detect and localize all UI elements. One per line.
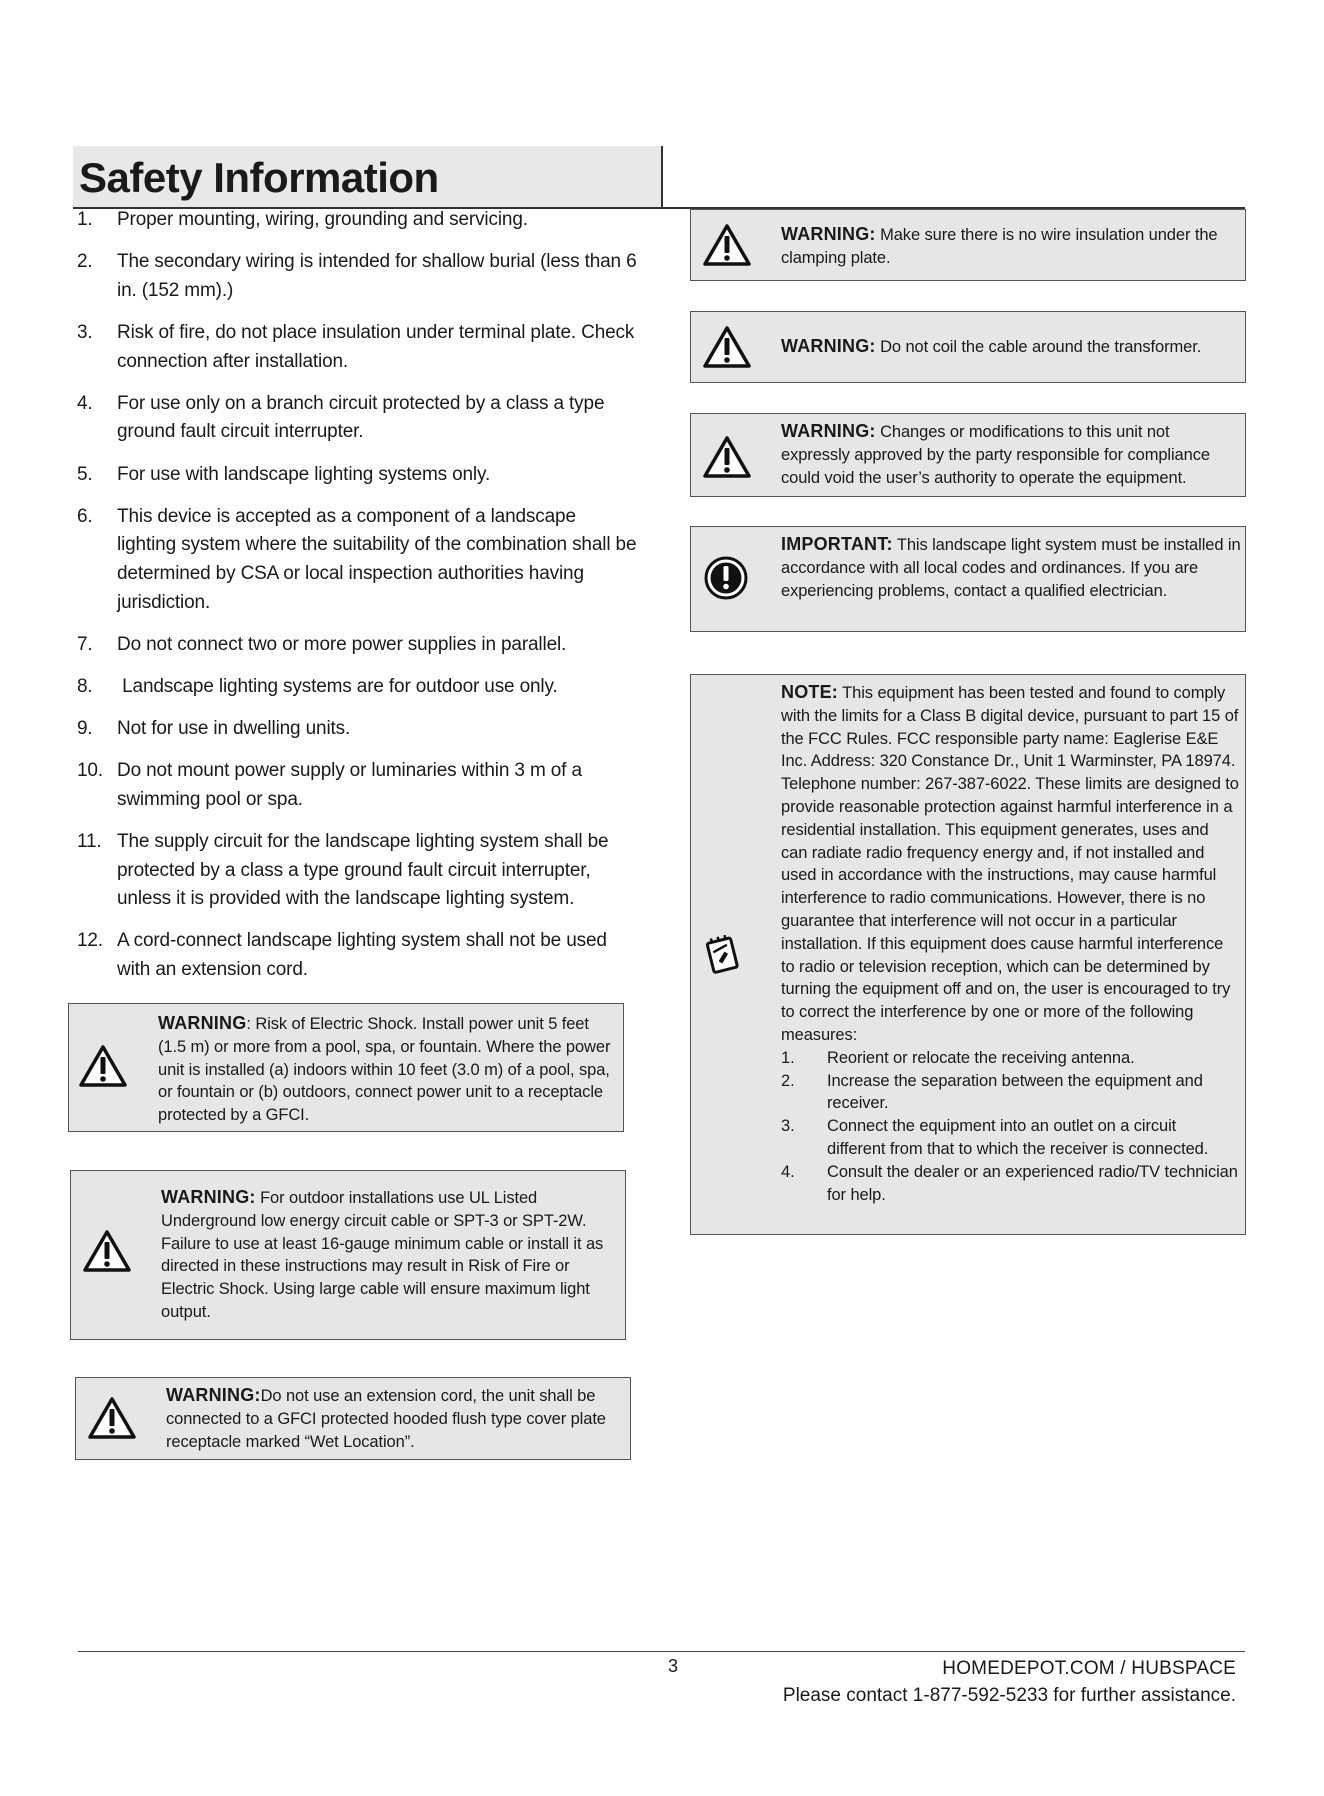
warning-triangle-icon	[79, 1044, 127, 1088]
warning-text: WARNING: Make sure there is no wire insulation under the clamping plate.	[781, 224, 1218, 267]
safety-list	[77, 206, 637, 998]
note-measures-list	[781, 1047, 1239, 1207]
warning-triangle-icon	[703, 435, 751, 479]
note-box-fcc	[690, 674, 1246, 1235]
warning-triangle-icon	[703, 325, 751, 369]
warning-box-cable	[70, 1170, 626, 1340]
warning-text: WARNING: Changes or modifications to this unit not expressly approved by the party responsible for compliance could void the user’s authority to operate the equipment.	[781, 421, 1210, 487]
list-item: 1. Proper mounting, wiring, grounding and servicing.	[77, 209, 528, 230]
list-item: 11. The supply circuit for the landscape lighting system shall be protected by a class a type ground fault circuit interrupter, unless it is provided with the landscape lighting system.	[77, 831, 609, 910]
list-item: 4. Consult the dealer or an experienced radio/TV technician for help.	[781, 1162, 1238, 1204]
warning-text: WARNING: Risk of Electric Shock. Install power unit 5 feet (1.5 m) or more from a pool, spa, or fountain. Where the power unit is installed (a) indoors within 10 feet (3.0 m) of a pool, spa, or fountain or (b) outdoors, connect power unit to a receptacle protected by a GFCI.	[158, 1013, 611, 1125]
warning-box-extension-cord	[75, 1377, 631, 1460]
warning-triangle-icon	[703, 223, 751, 267]
list-item: 8. Landscape lighting systems are for outdoor use only.	[77, 675, 558, 697]
title-divider-vertical	[661, 146, 663, 208]
list-item: 7. Do not connect two or more power supplies in parallel.	[77, 633, 567, 655]
warning-box-coil-cable	[690, 311, 1246, 383]
note-pad-icon	[703, 932, 743, 976]
warning-box-wire-insulation	[690, 209, 1246, 281]
list-item: 10. Do not mount power supply or luminaries within 3 m of a swimming pool or spa.	[77, 760, 582, 810]
list-item: 12. A cord-connect landscape lighting system shall not be used with an extension cord.	[77, 930, 607, 980]
page-title: Safety Information	[79, 154, 439, 201]
list-item: 2. The secondary wiring is intended for shallow burial (less than 6 in. (152 mm).)	[77, 251, 637, 301]
list-item: 2. Increase the separation between the equipment and receiver.	[781, 1071, 1203, 1113]
important-box	[690, 526, 1246, 632]
warning-text: WARNING: Do not coil the cable around the transformer.	[781, 336, 1202, 356]
warning-text: WARNING:Do not use an extension cord, the unit shall be connected to a GFCI protected hooded flush type cover plate receptacle marked “Wet Location”.	[166, 1385, 615, 1451]
list-item: 6. This device is accepted as a component of a landscape lighting system where the suitability of the combination shall be determined by CSA or local inspection authorities having jurisdiction.	[77, 505, 637, 613]
list-item: 3. Risk of fire, do not place insulation under terminal plate. Check connection after installation.	[77, 321, 635, 372]
warning-text: WARNING: For outdoor installations use UL Listed Underground low energy circuit cable or SPT-3 or SPT-2W. Failure to use at least 16-gauge minimum cable or install it as directed in these instructions may result in Risk of Fire or Electric Shock. Using large cable will ensure maximum light output.	[161, 1187, 604, 1321]
footer-website: HOMEDEPOT.COM / HUBSPACE	[942, 1658, 1236, 1679]
list-item: 1. Reorient or relocate the receiving antenna.	[781, 1048, 1135, 1067]
note-text: NOTE: This equipment has been tested and found to comply with the limits for a Class B digital device, pursuant to part 15 of the FCC Rules. FCC responsible party name: Eaglerise E&E Inc. Address: 320 Constance Dr., Unit 1 Warminster, PA 18974. Telephone number: 267-387-6022. These limits are designed to provide reasonable protection against harmful interference in a residential installation. This equipment generates, uses and can radiate radio frequency energy and, if not installed and used in accordance with the instructions, may cause harmful interference to radio communications. However, there is no guarantee that interference will not occur in a particular installation. If this equipment does cause harmful interference to radio or television reception, which can be determined by turning the equipment off and on, the user is encouraged to try to correct the interference by one or more of the following measures: 1. Reorient or relocate the receiving antenna. 2. Increase the separation between the equipment and receiver. 3. Connect the equipment into an outlet on a circuit different from that to which the receiver is connected. 4. Consult the dealer or an experienced radio/TV technician for help.	[781, 681, 1239, 1206]
list-item: 9. Not for use in dwelling units.	[77, 718, 351, 740]
footer-contact: Please contact 1-877-592-5233 for further assistance.	[782, 1685, 1236, 1706]
footer-divider	[78, 1651, 1245, 1652]
exclamation-circle-icon	[703, 555, 749, 601]
warning-box-electric-shock	[68, 1003, 624, 1132]
important-text: IMPORTANT: This landscape light system must be installed in accordance with all local codes and ordinances. If you are experiencing problems, contact a qualified electrician.	[781, 534, 1241, 600]
warning-triangle-icon	[83, 1229, 131, 1273]
list-item: 3. Connect the equipment into an outlet on a circuit different from that to which the receiver is connected.	[781, 1117, 1209, 1158]
warning-triangle-icon	[88, 1396, 136, 1440]
title-bar	[73, 146, 661, 208]
list-item: 5. For use with landscape lighting systems only.	[77, 463, 491, 485]
warning-box-modifications	[690, 413, 1246, 497]
list-item: 4. For use only on a branch circuit protected by a class a type ground fault circuit interrupter.	[77, 392, 605, 443]
page-number: 3	[668, 1656, 679, 1676]
